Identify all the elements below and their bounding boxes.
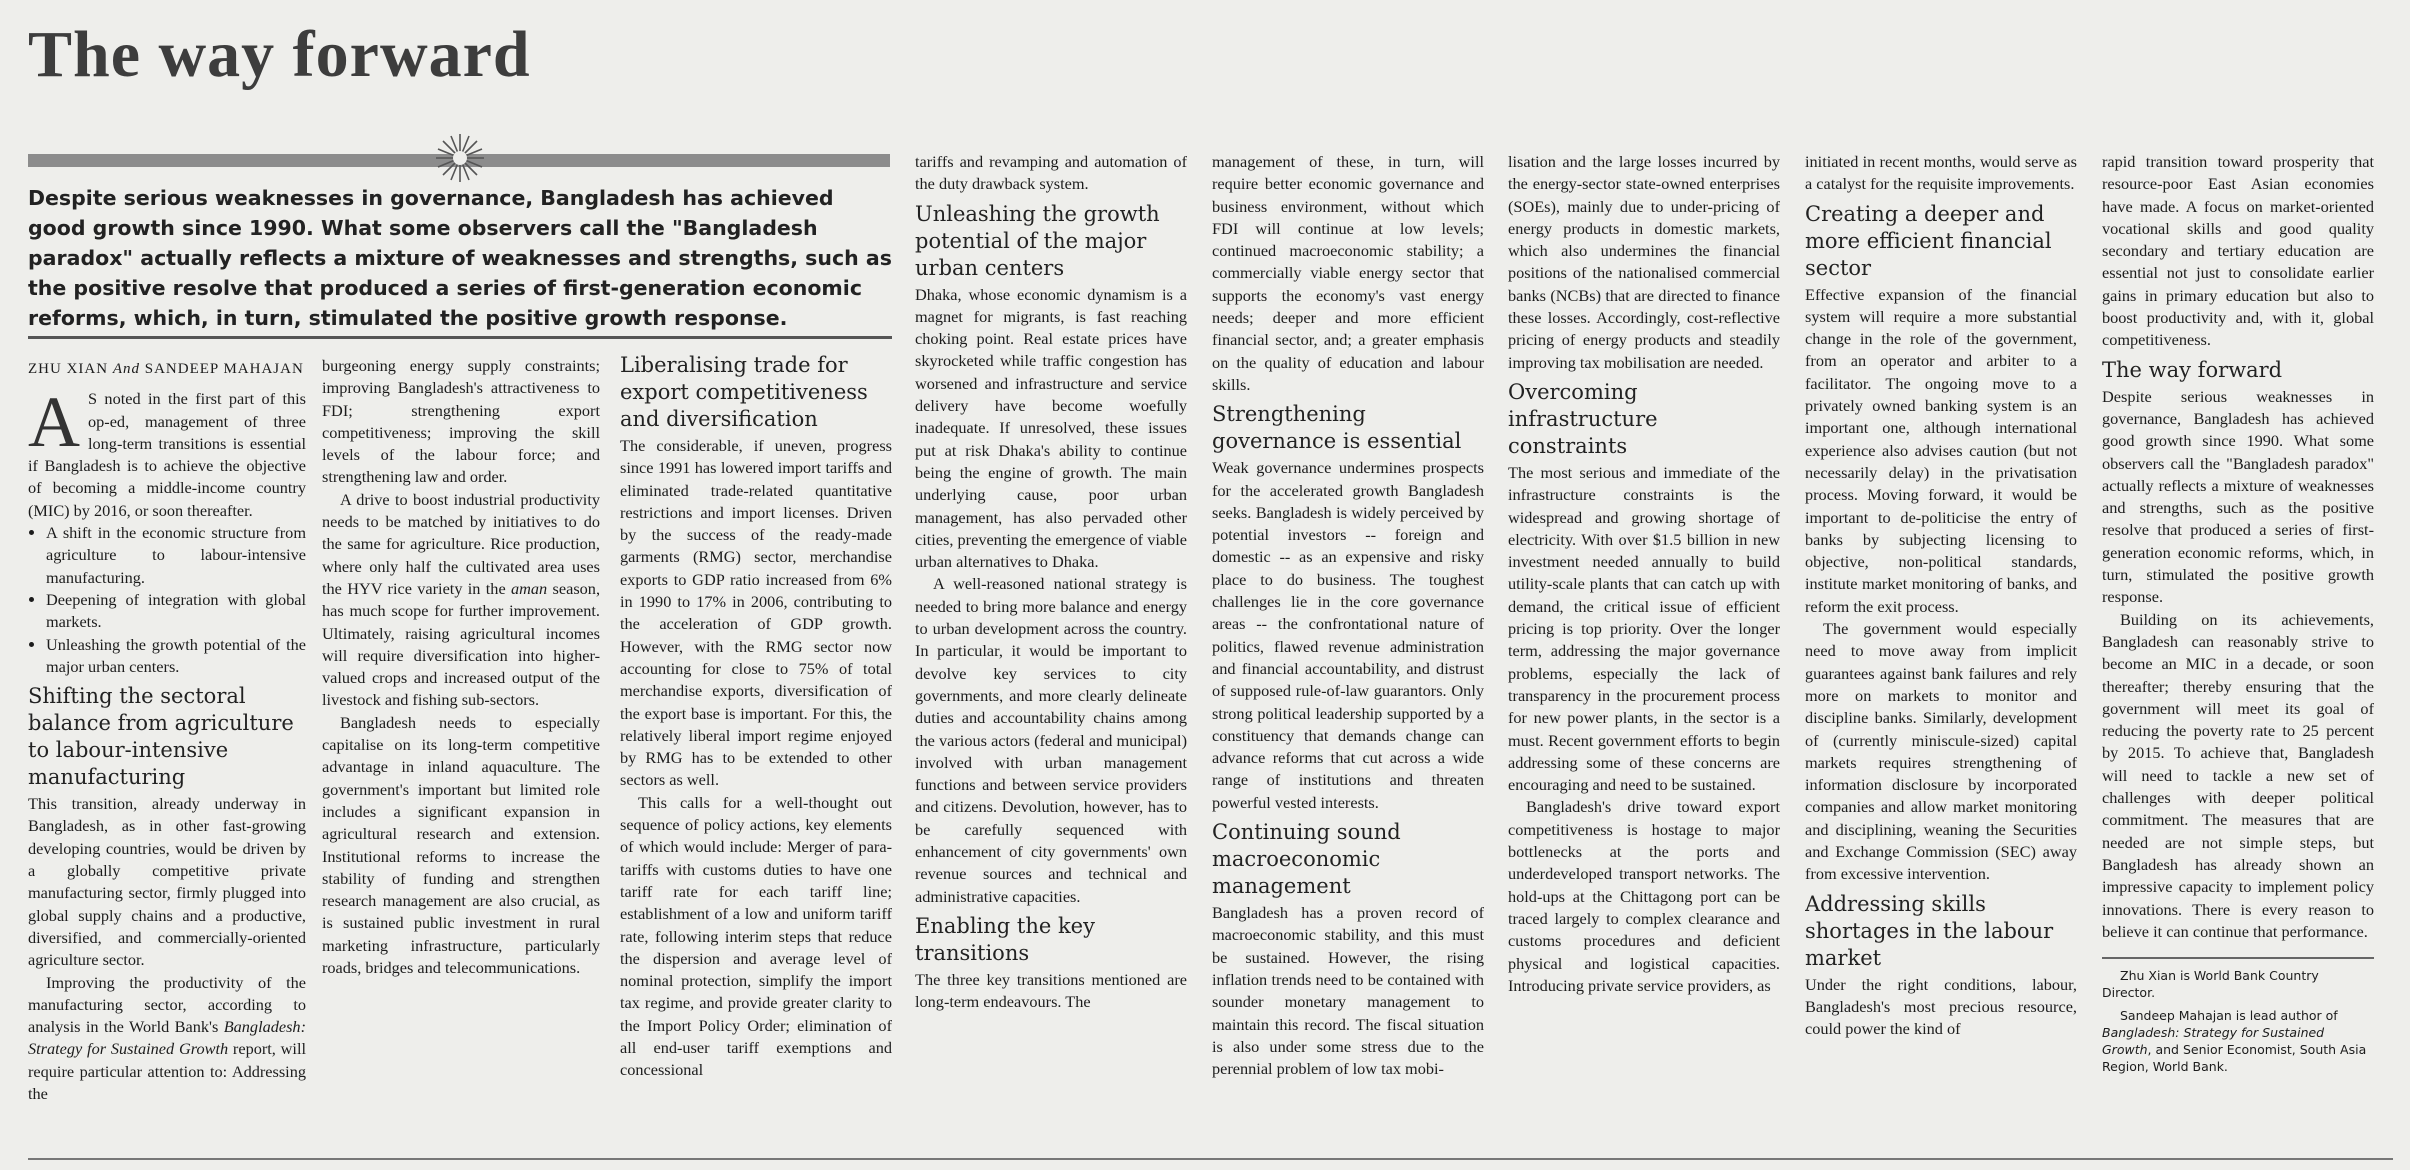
paragraph: Effective expansion of the financial system will require a more substantial change in the role of the government, from an operator and arbiter to a facilitator. The ongoing move to a privately owned banking system is an important one, although international experience also advises caution (but not necessarily delay) in the privatisation process. Moving forward, it would be important to de-politicise the entry of banks by subjecting licensing to objective, non-political standards, institute market monitoring of banks, and reform the exit process. (1805, 284, 2077, 616)
paragraph: This transition, already underway in Bangladesh, as in other fast-growing developing countries, would be driven by a globally competitive private manufacturing sector, firmly plugged into global supply chains and a productive, diversified, and commercially-oriented agriculture sector. (28, 794, 306, 970)
byline-and: And (112, 361, 140, 377)
paragraph: The considerable, if uneven, progress since 1991 has lowered import tariffs and eliminated trade-related quantitative restrictions and import licenses. Driven by the success of the ready-made garments (RMG) sector, merchandise exports to GDP ratio increased from 6% in 1990 to 17% in 2006, contributing to the acceleration of GDP growth. However, with the RMG sector now accounting for close to 75% of total merchandise exports, diversification of the export base is important. For this, the relatively liberal import regime enjoyed by RMG has to be extended to other sectors as well. (620, 436, 892, 790)
subheading: Addressing skills shortages in the labour market (1805, 891, 2054, 970)
paragraph: Under the right conditions, labour, Bangladesh's most precious resource, could power the kind of (1805, 974, 2077, 1039)
column-1 (28, 358, 306, 1158)
paragraph: lisation and the large losses incurred by the energy-sector state-owned enterprises (SOEs), mainly due to under-pricing of energy products in domestic markets, which also undermines the financial positions of the nationalised commercial banks (NCBs) that are directed to finance these losses. Accordingly, cost-reflective pricing of energy products and steadily improving tax mobilisation are needed. (1508, 152, 1780, 372)
paragraph (28, 972, 306, 1106)
text: A drive to boost industrial productivity needs to be matched by initiatives to do the same for agriculture. Rice production, where only half the cultivated area uses the HYV rice variety in the (322, 489, 600, 598)
paragraph: A well-reasoned national strategy is needed to bring more balance and energy to urban development across the country. In particular, it would be important to devolve key services to city governments, and more clearly delineate duties and accountability chains among the various actors (federal and municipal) involved with urban management functions and between service providers and citizens. Devolution, however, has to be carefully sequenced with enhancement of city governments' own revenue sources and technical and administrative capacities. (915, 574, 1187, 906)
paragraph: The government would especially need to move away from implicit guarantees against bank failures and rely more on markets to monitor and discipline banks. Similarly, development of (currently miniscule-sized) capital markets requires strengthening of information disclosure by incorporated companies and allow market monitoring and disciplining, weaning the Securities and Exchange Commission (SEC) away from excessive intervention. (1805, 619, 2077, 884)
paragraph: Despite serious weaknesses in governance, Bangladesh has achieved good growth since 1990. What some observers call the "Bangladesh paradox" actually reflects a mixture of weaknesses and strengths, such as the positive resolve that produced a series of first-generation economic reforms, which, in turn, stimulated the positive growth response. (2102, 386, 2374, 607)
text: , and Senior Economist, South Asia Region, World Bank. (2102, 1042, 2367, 1075)
author-bio: Zhu Xian is World Bank Country Director. (2102, 968, 2319, 1001)
text: Sandeep Mahajan is lead author of (2120, 1008, 2338, 1024)
author-bio (2102, 1007, 2374, 1075)
subheading: Shifting the sectoral balance from agriculture to labour-intensive manufacturing (28, 684, 294, 790)
bullet-item: • A shift in the economic structure from agriculture to labour-intensive manufacturing. (46, 522, 306, 589)
paragraph: The most serious and immediate of the infrastructure constraints is the widespread and growing shortage of electricity. With over $1.5 billion in new investment needed annually to build utility-scale plants that can catch up with demand, the critical issue of efficient pricing is top priority. Over the longer term, addressing the major governance problems, especially the lack of transparency in the procurement process for new power plants, in the sector is a must. Recent government efforts to begin addressing some of these concerns are encouraging and need to be sustained. (1508, 462, 1780, 795)
paragraph: Weak governance undermines prospects for the accelerated growth Bangladesh seeks. Bangladesh is widely perceived by potential investors -- foreign and domestic -- as an expensive and risky place to do business. The toughest challenges lie in the core governance areas -- the confrontational nature of politics, flawed revenue administration and financial accountability, and distrust of supposed rule-of-law guarantors. Only strong political leadership supported by a constituency that demands change can advance reforms that cut across a wide range of institutions and threaten powerful vested interests. (1212, 458, 1484, 812)
bottom-rule (28, 1158, 2393, 1160)
starburst-icon (434, 132, 486, 184)
bullet-item: • Deepening of integration with global markets. (46, 589, 306, 634)
paragraph: Building on its achievements, Bangladesh can reasonably strive to become an MIC in a decade, or soon thereafter; thereby ensuring that the government will meet its goal of reducing the poverty rate to 25 percent by 2015. To achieve that, Bangladesh will need to tackle a new set of challenges with deeper political commitment. The measures that are needed are not simple steps, but Bangladesh has already shown an impressive capacity to implement policy innovations. There is every reason to believe it can continue that performance. (2102, 609, 2374, 941)
paragraph: initiated in recent months, would serve as a catalyst for the requisite improvements. (1805, 152, 2077, 194)
column-5 (1212, 151, 1484, 1158)
paragraph: S noted in the first part of this op-ed, management of three long-term transitions is essential if Bangladesh is to achieve the objective of becoming a middle-income country (MIC) by 2016, or soon thereafter. (28, 389, 306, 520)
text: Improving the productivity of the manufacturing sector, according to analysis in the World Bank's (28, 972, 306, 1037)
paragraph: rapid transition toward prosperity that resource-poor East Asian economies have made. A focus on market-oriented vocational skills and good quality secondary and tertiary education are essential not just to consolidate earlier gains in primary education but also to boost productivity and, with it, global competitiveness. (2102, 152, 2374, 350)
paragraph: tariffs and revamping and automation of the duty drawback system. (915, 152, 1187, 194)
subheading: Enabling the key transitions (915, 913, 1095, 965)
subheading: Continuing sound macroeconomic management (1212, 820, 1401, 899)
paragraph: management of these, in turn, will require better economic governance and business environment, without which FDI will continue at low levels; continued macroeconomic stability; a commercially viable energy sector that supports the economy's vast energy needs; deeper and more efficient financial sector, and; a greater emphasis on the quality of education and labour skills. (1212, 152, 1484, 394)
bullet-list (28, 522, 306, 678)
column-3 (620, 352, 892, 1158)
bullet-item: • Unleashing the growth potential of the major urban centers. (46, 634, 306, 679)
text: season, has much scope for further improvement. Ultimately, raising agricultural incomes will require diversification into higher-valued crops and increased output of the livestock and fishing sub-sectors. (322, 578, 600, 710)
subheading: Overcoming infrastructure constraints (1508, 379, 1658, 458)
report-title: Bangladesh: Strategy for Sustained Growth (2102, 1025, 2325, 1058)
report-title: Bangladesh: Strategy for Sustained Growth (28, 1017, 306, 1059)
author-1: ZHU XIAN (28, 361, 109, 377)
subheading: Strengthening governance is essential (1212, 402, 1462, 454)
bio-rule (2102, 957, 2374, 959)
drop-cap: A (28, 382, 80, 463)
paragraph: This calls for a well-thought out sequence of policy actions, key elements of which would include: Merger of para-tariffs with customs duties to have one tariff rate for each tariff line; establishment of a low and uniform tariff rate, following interim steps that reduce the dispersion and average level of nominal protection, simplify the import tax regime, and provide greater clarity to the Import Policy Order; elimination of all end-user tariff exemptions and concessional (620, 792, 892, 1080)
deck-rule (28, 336, 892, 339)
column-6 (1508, 151, 1780, 1158)
column-4 (915, 151, 1187, 1158)
paragraph: burgeoning energy supply constraints; improving Bangladesh's attractiveness to FDI; strengthening export competitiveness; improving the skill levels of the labour force; and strengthening law and order. (322, 356, 600, 487)
text: report, will require particular attention to: Addressing the (28, 1039, 306, 1104)
subheading: Liberalising trade for export competitiveness and diversification (620, 353, 868, 431)
byline (28, 358, 306, 380)
paragraph: Bangladesh's drive toward export competitiveness is hostage to major bottlenecks at the ports and underdeveloped transport networks. The hold-ups at the Chittagong port can be traced largely to complex clearance and customs procedures and deficient physical and logistical capacities. Introducing private service providers, as (1508, 797, 1780, 995)
paragraph: Dhaka, whose economic dynamism is a magnet for migrants, is fast reaching choking point. Real estate prices have skyrocketed while traffic congestion has worsened and infrastructure and service delivery have become woefully inadequate. If unresolved, these issues put at risk Dhaka's ability to continue being the engine of growth. The main underlying cause, poor urban management, has also pervaded other cities, preventing the emergence of viable urban alternatives to Dhaka. (915, 284, 1187, 572)
subheading: Creating a deeper and more efficient financial sector (1805, 201, 2052, 280)
paragraph: Bangladesh has a proven record of macroeconomic stability, and this must be sustained. However, the rising inflation trends need to be contained with sounder monetary management to maintain this record. The fiscal situation is also under some stress due to the perennial problem of low tax mobi- (1212, 903, 1484, 1079)
paragraph: The three key transitions mentioned are long-term endeavours. The (915, 969, 1187, 1012)
subheading: The way forward (2102, 357, 2283, 382)
author-2: SANDEEP MAHAJAN (144, 361, 304, 377)
column-8 (2102, 151, 2374, 1158)
column-2 (322, 355, 600, 1155)
column-7 (1805, 151, 2077, 1158)
paragraph: Bangladesh needs to especially capitalise on its long-term competitive advantage in inland aquaculture. The government's important but limited role includes a significant expansion in agricultural research and extension. Institutional reforms to increase the stability of funding and strengthen research management are also crucial, as is sustained public investment in rural marketing infrastructure, particularly roads, bridges and telecommunications. (322, 712, 600, 978)
paragraph (322, 489, 600, 712)
deck-summary: Despite serious weaknesses in governance, Bangladesh has achieved good growth since 1990. What some observers call the "Bangladesh paradox" actually reflects a mixture of weaknesses and strengths, such as the positive resolve that produced a series of first-generation economic reforms, which, in turn, stimulated the positive growth response. (28, 186, 892, 330)
season-term: aman (511, 578, 548, 598)
subheading: Unleashing the growth potential of the major urban centers (915, 201, 1160, 280)
headline: The way forward (28, 18, 531, 91)
